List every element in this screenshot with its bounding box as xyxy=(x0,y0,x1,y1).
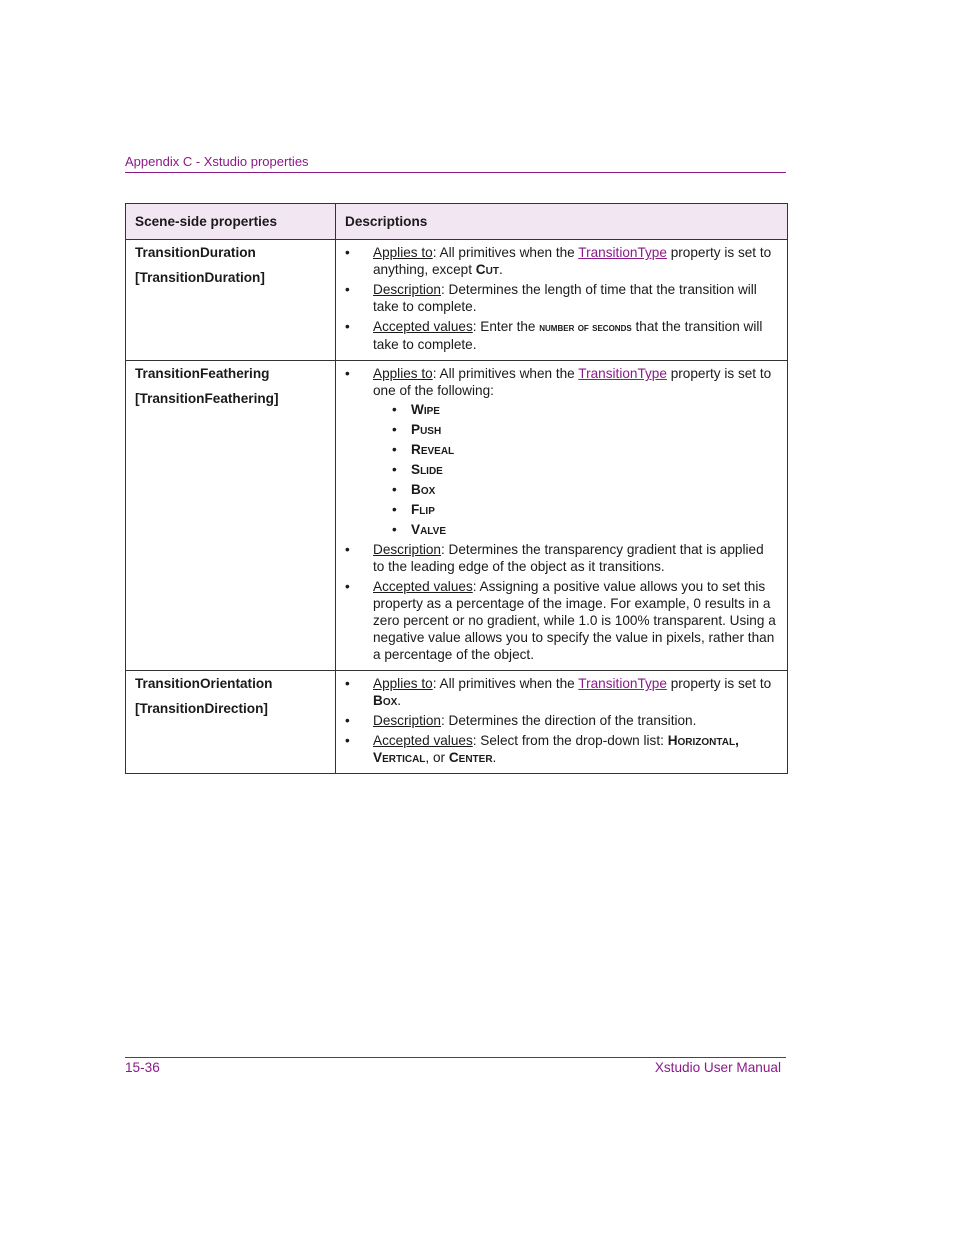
table-row xyxy=(126,361,788,671)
property-name: TransitionDuration xyxy=(135,245,256,260)
text: property is set to xyxy=(666,676,772,691)
list-item xyxy=(345,675,778,709)
list-item xyxy=(345,281,778,315)
property-cell xyxy=(126,671,336,774)
text: . xyxy=(498,262,503,277)
transitiontype-link[interactable]: TransitionType xyxy=(578,245,667,260)
text: : Determines the direction of the transition. xyxy=(441,713,697,728)
value-number-of-seconds: number of seconds xyxy=(539,320,632,334)
table-row xyxy=(126,240,788,361)
text: : All primitives when the xyxy=(432,366,579,381)
text: : Assigning a positive value allows you to set this property as a percentage of the image. For example, 0 results in a zero percent or no gradient, while 1.0 is 100% transparent. Using a negative value allows you to specify the value in pixels, rather than a percentage of the object. xyxy=(373,579,776,662)
text: : All primitives when the xyxy=(432,676,579,691)
description-label: Description xyxy=(373,713,441,728)
description-label: Description xyxy=(373,282,441,297)
option-reveal: • Reveal xyxy=(373,441,778,458)
option-box: • Box xyxy=(373,481,778,498)
option-push: • Push xyxy=(373,421,778,438)
property-name: TransitionOrientation xyxy=(135,676,273,691)
value-cut: Cut xyxy=(475,262,499,277)
list-item xyxy=(345,365,778,538)
option-valve: • Valve xyxy=(373,521,778,538)
text: , or xyxy=(425,750,449,765)
transitiontype-link[interactable]: TransitionType xyxy=(578,676,667,691)
value-box: Box xyxy=(373,693,398,708)
list-item xyxy=(345,541,778,575)
column-header-properties: Scene-side properties xyxy=(126,204,336,240)
footer-rule xyxy=(125,1057,786,1058)
manual-title: Xstudio User Manual xyxy=(654,1060,781,1075)
property-alias: [TransitionFeathering] xyxy=(135,391,279,406)
description-cell xyxy=(336,240,788,361)
option-flip: • Flip xyxy=(373,501,778,518)
text: that the transition will take to complete. xyxy=(373,319,763,352)
description-list xyxy=(345,365,778,663)
column-header-descriptions: Descriptions xyxy=(336,204,788,240)
applies-to-label: Applies to xyxy=(373,676,433,691)
text: property is set to anything, except xyxy=(373,245,772,277)
text: : Determines the length of time that the transition will take to complete. xyxy=(373,282,757,314)
header-rule xyxy=(125,172,786,173)
description-label: Description xyxy=(373,542,441,557)
property-cell xyxy=(126,240,336,361)
text: . xyxy=(397,693,402,708)
property-alias: [TransitionDuration] xyxy=(135,270,265,285)
value-horizontal: Horizontal, xyxy=(667,733,739,748)
property-alias: [TransitionDirection] xyxy=(135,701,268,716)
table-header-row xyxy=(126,204,788,240)
text: : All primitives when the xyxy=(432,245,579,260)
description-cell xyxy=(336,361,788,671)
description-list xyxy=(345,675,778,766)
description-cell xyxy=(336,671,788,774)
list-item xyxy=(345,318,778,353)
option-wipe: • Wipe xyxy=(373,401,778,418)
accepted-values-label: Accepted values xyxy=(373,319,473,334)
property-cell xyxy=(126,361,336,671)
page-number: 15-36 xyxy=(125,1060,160,1075)
option-slide: • Slide xyxy=(373,461,778,478)
value-vertical: Vertical xyxy=(373,750,426,765)
table-row xyxy=(126,671,788,774)
applies-to-label: Applies to xyxy=(373,366,433,381)
text: property is set to one of the following: xyxy=(373,366,772,398)
text: : Enter the xyxy=(472,319,540,334)
properties-table xyxy=(125,203,788,774)
list-item xyxy=(345,578,778,663)
description-list xyxy=(345,244,778,353)
property-name: TransitionFeathering xyxy=(135,366,270,381)
list-item xyxy=(345,712,778,729)
value-center: Center xyxy=(448,750,493,765)
accepted-values-label: Accepted values xyxy=(373,733,473,748)
text: : Determines the transparency gradient that is applied to the leading edge of the object as it transitions. xyxy=(373,542,764,574)
running-header: Appendix C - Xstudio properties xyxy=(125,154,309,169)
list-item xyxy=(345,732,778,766)
accepted-values-label: Accepted values xyxy=(373,579,473,594)
text: : Select from the drop-down list: xyxy=(472,733,668,748)
transitiontype-link[interactable]: TransitionType xyxy=(578,366,667,381)
list-item xyxy=(345,244,778,278)
applies-to-label: Applies to xyxy=(373,245,433,260)
text: . xyxy=(492,750,497,765)
transition-type-options xyxy=(373,401,778,538)
